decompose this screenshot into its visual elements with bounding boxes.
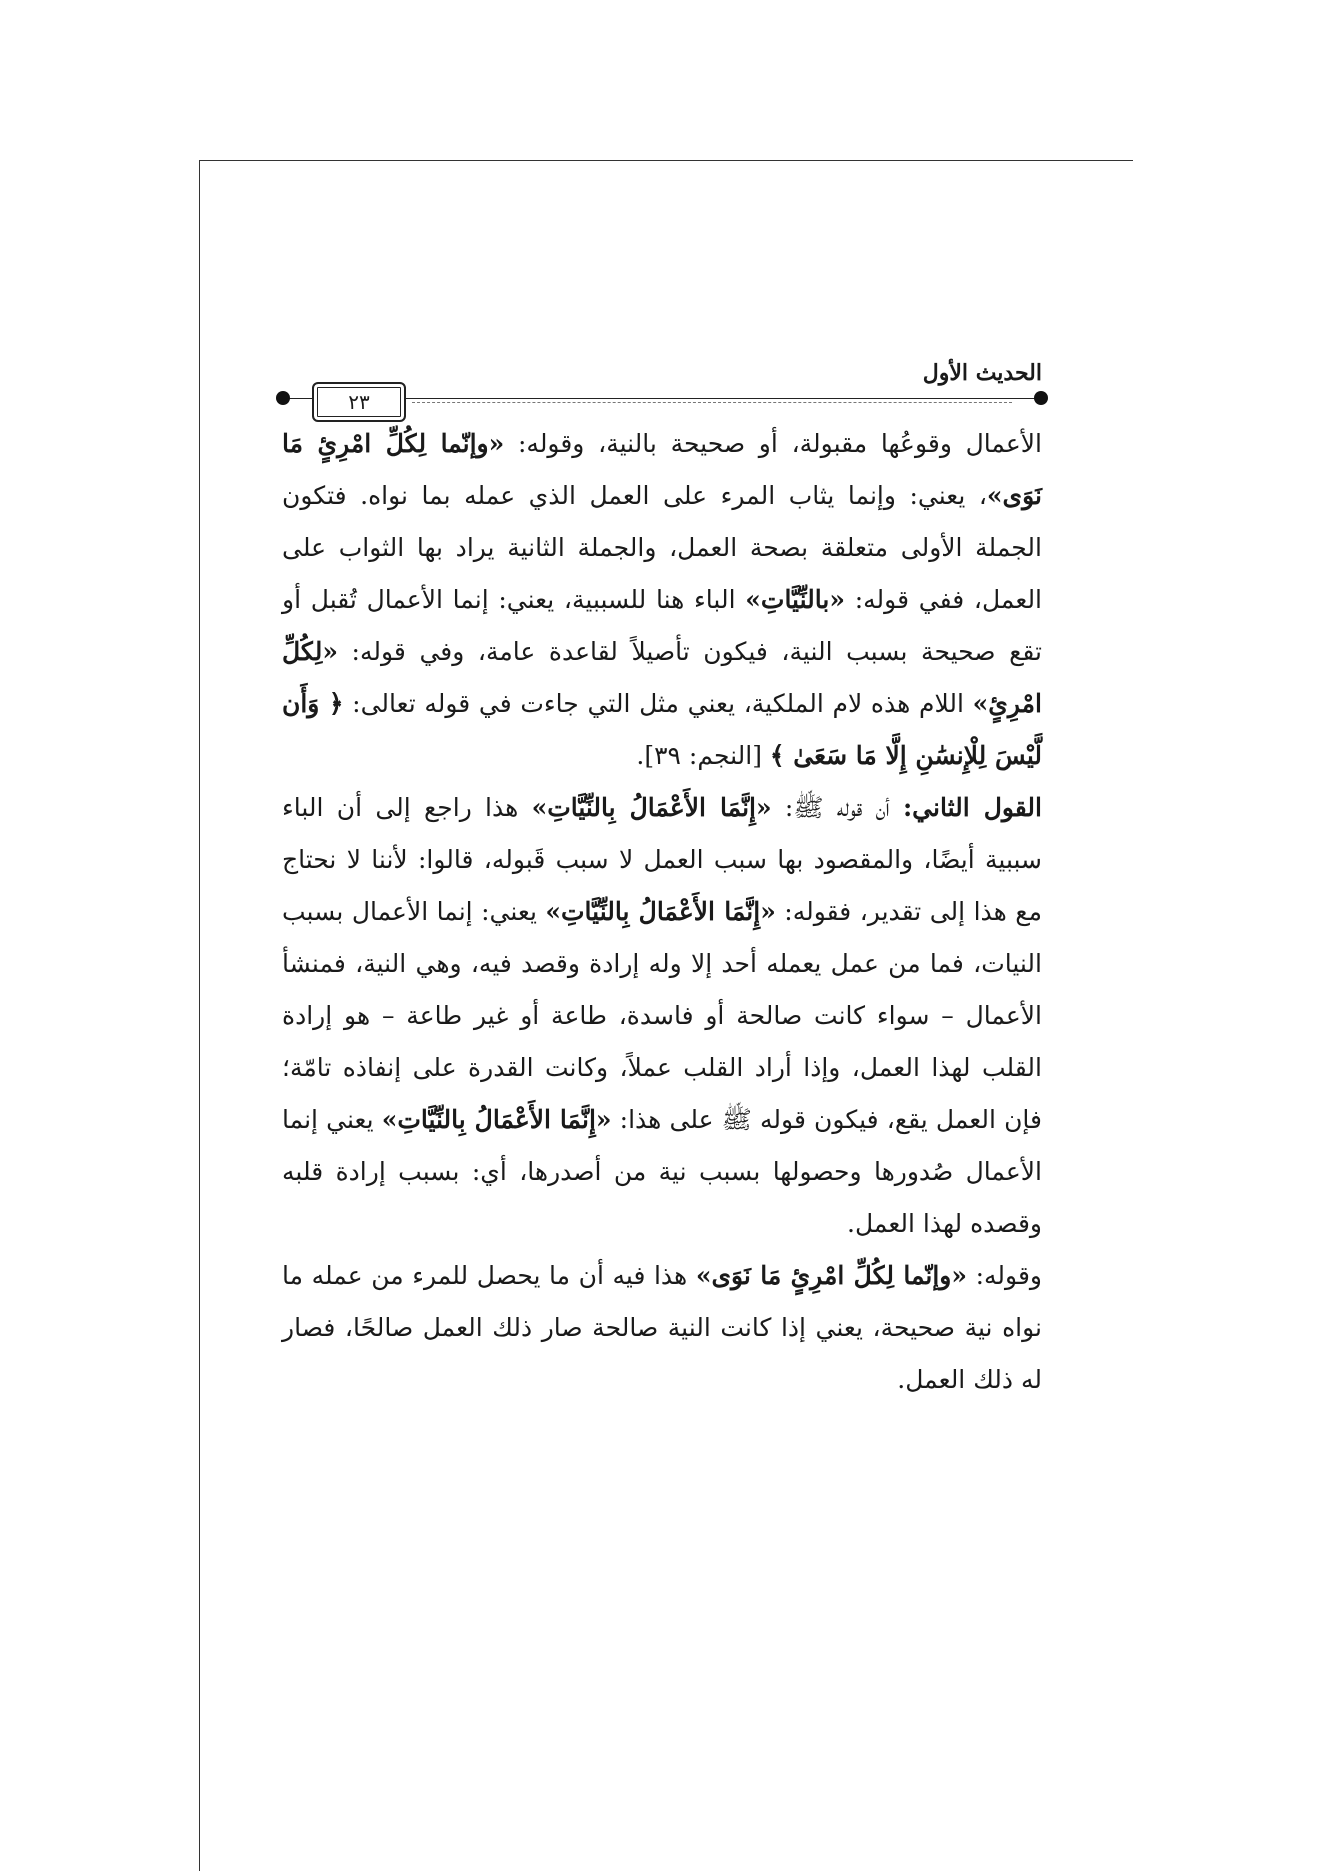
quoted-text: «وإنّما لِكُلِّ امْرِئٍ مَا نَوَى» [695, 1261, 968, 1290]
quoted-text: «لِكُلِّ امْرِئٍ» [282, 637, 1042, 718]
quoted-text: ﴿ وَأَن لَّيْسَ لِلْإِنسَٰنِ إِلَّا مَا سَعَىٰ ﴾ [282, 689, 1042, 770]
body-text-segment: الباء هنا للسببية، يعني: إنما الأعمال تُقبل أو تقع صحيحة بسبب النية، فيكون تأصيلاً لقاعدة عامة، وفي قوله: [282, 585, 1042, 666]
page-header [282, 360, 1042, 414]
crop-mark-horizontal [199, 160, 1133, 161]
quoted-text: «بالنِّيَّاتِ» [745, 585, 845, 614]
quoted-text: «وإنّما لِكُلِّ امْرِئٍ مَا نَوَى» [282, 429, 1042, 510]
running-title: الحديث الأول [922, 360, 1042, 386]
body-text-segment: يعني: إنما الأعمال بسبب النيات، فما من عمل يعمله أحد إلا وله إرادة وقصد فيه، وهي النية، فمنشأ الأعمال – سواء كانت صالحة أو فاسدة، طاعة أو غير طاعة – هو إرادة القلب لهذا العمل، وإذا أراد القلب عملاً، وكانت القدرة على إنفاذه تامّة؛ فإن العمل يقع، فيكون قوله ﷺ على هذا: [282, 897, 1042, 1134]
body-text-segment: الأعمال وقوعُها مقبولة، أو صحيحة بالنية، وقوله: [504, 429, 1042, 458]
body-text-segment: هذا فيه أن ما يحصل للمرء من عمله ما نواه نية صحيحة، يعني إذا كانت النية صالحة صار ذلك العمل صالحًا، فصار له ذلك العمل. [282, 1261, 1042, 1394]
body-text-segment: وقوله: [967, 1261, 1042, 1290]
quoted-text: «إِنَّمَا الأَعْمَالُ بِالنِّيَّاتِ» [381, 1105, 612, 1134]
body-text-segment: هذا راجع إلى أن الباء سببية أيضًا، والمقصود بها سبب العمل لا سبب قَبوله، قالوا: لأننا لا نحتاج مع هذا إلى تقدير، فقوله: [282, 793, 1042, 926]
header-rule-dashed [412, 402, 1012, 403]
page-number: ٢٣ [312, 382, 406, 422]
body-text-segment: أن قوله ﷺ: [771, 793, 903, 822]
body-text-segment: يعني إنما الأعمال صُدورها وحصولها بسبب نية من أصدرها، أي: بسبب إرادة قلبه وقصده لهذا العمل. [282, 1105, 1042, 1238]
quoted-text: «إِنَّمَا الأَعْمَالُ بِالنِّيَّاتِ» [545, 897, 776, 926]
quoted-text: «إِنَّمَا الأَعْمَالُ بِالنِّيَّاتِ» [531, 793, 772, 822]
body-text-segment: اللام هذه لام الملكية، يعني مثل التي جاءت في قوله تعالى: [343, 689, 973, 718]
body-text-segment: ، يعني: وإنما يثاب المرء على العمل الذي عمله بما نواه. فتكون الجملة الأولى متعلقة بصحة العمل، والجملة الثانية يراد بها الثواب على العمل، ففي قوله: [282, 481, 1043, 614]
paragraph-1 [282, 418, 1042, 782]
body-text-segment: [النجم: ٣٩]. [636, 741, 770, 770]
rule-end-dot-left [276, 391, 290, 405]
page-body [282, 418, 1042, 1406]
paragraph-2 [282, 782, 1042, 1250]
crop-mark-vertical [199, 160, 200, 1871]
paragraph-3 [282, 1250, 1042, 1406]
rule-end-dot-right [1034, 391, 1048, 405]
quoted-text: القول الثاني: [902, 793, 1042, 822]
